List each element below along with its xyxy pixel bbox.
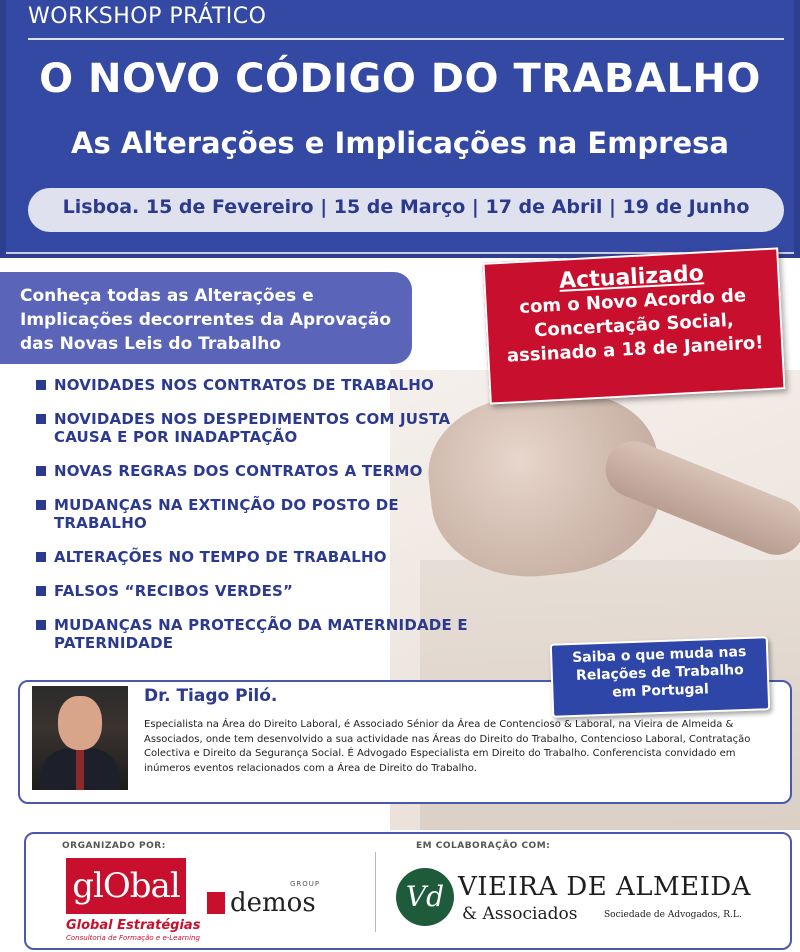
bullet-square-icon	[36, 552, 46, 562]
bullet-square-icon	[36, 620, 46, 630]
list-item-text: NOVAS REGRAS DOS CONTRATOS A TERMO	[54, 462, 423, 480]
demos-logo-icon	[207, 892, 225, 914]
event-dates: Lisboa. 15 de Fevereiro | 15 de Março | 17 de Abril | 19 de Junho	[62, 196, 750, 218]
demos-logo: demos	[230, 888, 316, 918]
global-tagline: Consultoria de Formação e e-Learning	[66, 934, 200, 942]
speaker-photo	[32, 686, 128, 790]
list-item-text: NOVIDADES NOS DESPEDIMENTOS COM JUSTA CAUSA E POR INADAPTAÇÃO	[54, 410, 451, 446]
callout-line: Relações de Trabalho	[575, 662, 744, 684]
speaker-bio: Especialista na Área do Direito Laboral, é Associado Sénior da Área de Contencioso & Laboral, na Vieira de Almeida & Associados, onde tem desenvolvido a sua actividade nas Áreas do Direito do Trabalho, Contencioso Laboral, Contratação Colectiva e Direito da Segurança Social. É Advogado Especialista em Direito do Trabalho. Conferencista convidado em inúmeros eventos relacionados com a Área de Direito do Trabalho.	[144, 719, 751, 774]
demos-group-label: GROUP	[290, 880, 321, 888]
kicker-divider	[28, 38, 784, 40]
list-item-text: NOVIDADES NOS CONTRATOS DE TRABALHO	[54, 376, 434, 394]
list-item	[36, 376, 476, 394]
list-item	[36, 616, 476, 652]
badge-line: com o Novo Acordo de	[518, 285, 747, 318]
topics-list	[36, 376, 476, 668]
list-item-text: MUDANÇAS NA PROTECÇÃO DA MATERNIDADE E PATERNIDADE	[54, 616, 468, 652]
updated-badge	[482, 247, 785, 404]
callout-box	[550, 636, 770, 718]
footer-divider	[375, 852, 376, 932]
speaker-name: Dr. Tiago Piló.	[144, 686, 278, 706]
intro-line: das Novas Leis do Trabalho	[20, 334, 282, 354]
list-item-text: ALTERAÇÕES NO TEMPO DE TRABALHO	[54, 548, 387, 566]
page-title: O NOVO CÓDIGO DO TRABALHO	[39, 56, 761, 102]
vieira-emblem-icon: Vd	[396, 868, 454, 926]
list-item	[36, 462, 476, 480]
badge-heading: Actualizado	[558, 261, 705, 294]
global-logo: glObal	[66, 858, 186, 914]
intro-text	[20, 284, 405, 356]
badge-line: Concertação Social,	[533, 309, 735, 342]
bullet-square-icon	[36, 466, 46, 476]
photo-tie	[76, 750, 84, 790]
vieira-associates: & Associados	[462, 904, 578, 924]
intro-line: Implicações decorrentes da Aprovação	[20, 310, 392, 330]
bullet-square-icon	[36, 414, 46, 424]
intro-line: Conheça todas as Alterações e	[20, 286, 314, 306]
organized-by-label: ORGANIZADO POR:	[62, 841, 166, 851]
kicker: WORKSHOP PRÁTICO	[28, 4, 267, 29]
bullet-square-icon	[36, 380, 46, 390]
list-item	[36, 548, 476, 566]
badge-line: assinado a 18 de Janeiro!	[506, 332, 765, 367]
list-item	[36, 582, 476, 600]
callout-line: Saiba o que muda nas	[571, 643, 747, 667]
list-item	[36, 496, 476, 532]
callout-line: em Portugal	[611, 681, 710, 701]
global-name: Global Estratégias	[66, 918, 201, 933]
bullet-square-icon	[36, 586, 46, 596]
list-item	[36, 410, 476, 446]
bullet-square-icon	[36, 500, 46, 510]
page-subtitle: As Alterações e Implicações na Empresa	[71, 126, 729, 160]
photo-face	[58, 696, 102, 750]
vieira-society: Sociedade de Advogados, R.L.	[604, 910, 742, 920]
collaboration-label: EM COLABORAÇÃO COM:	[416, 841, 551, 851]
list-item-text: MUDANÇAS NA EXTINÇÃO DO POSTO DE TRABALHO	[54, 496, 399, 532]
vieira-name: VIEIRA DE ALMEIDA	[458, 872, 752, 902]
list-item-text: FALSOS “RECIBOS VERDES”	[54, 582, 294, 600]
